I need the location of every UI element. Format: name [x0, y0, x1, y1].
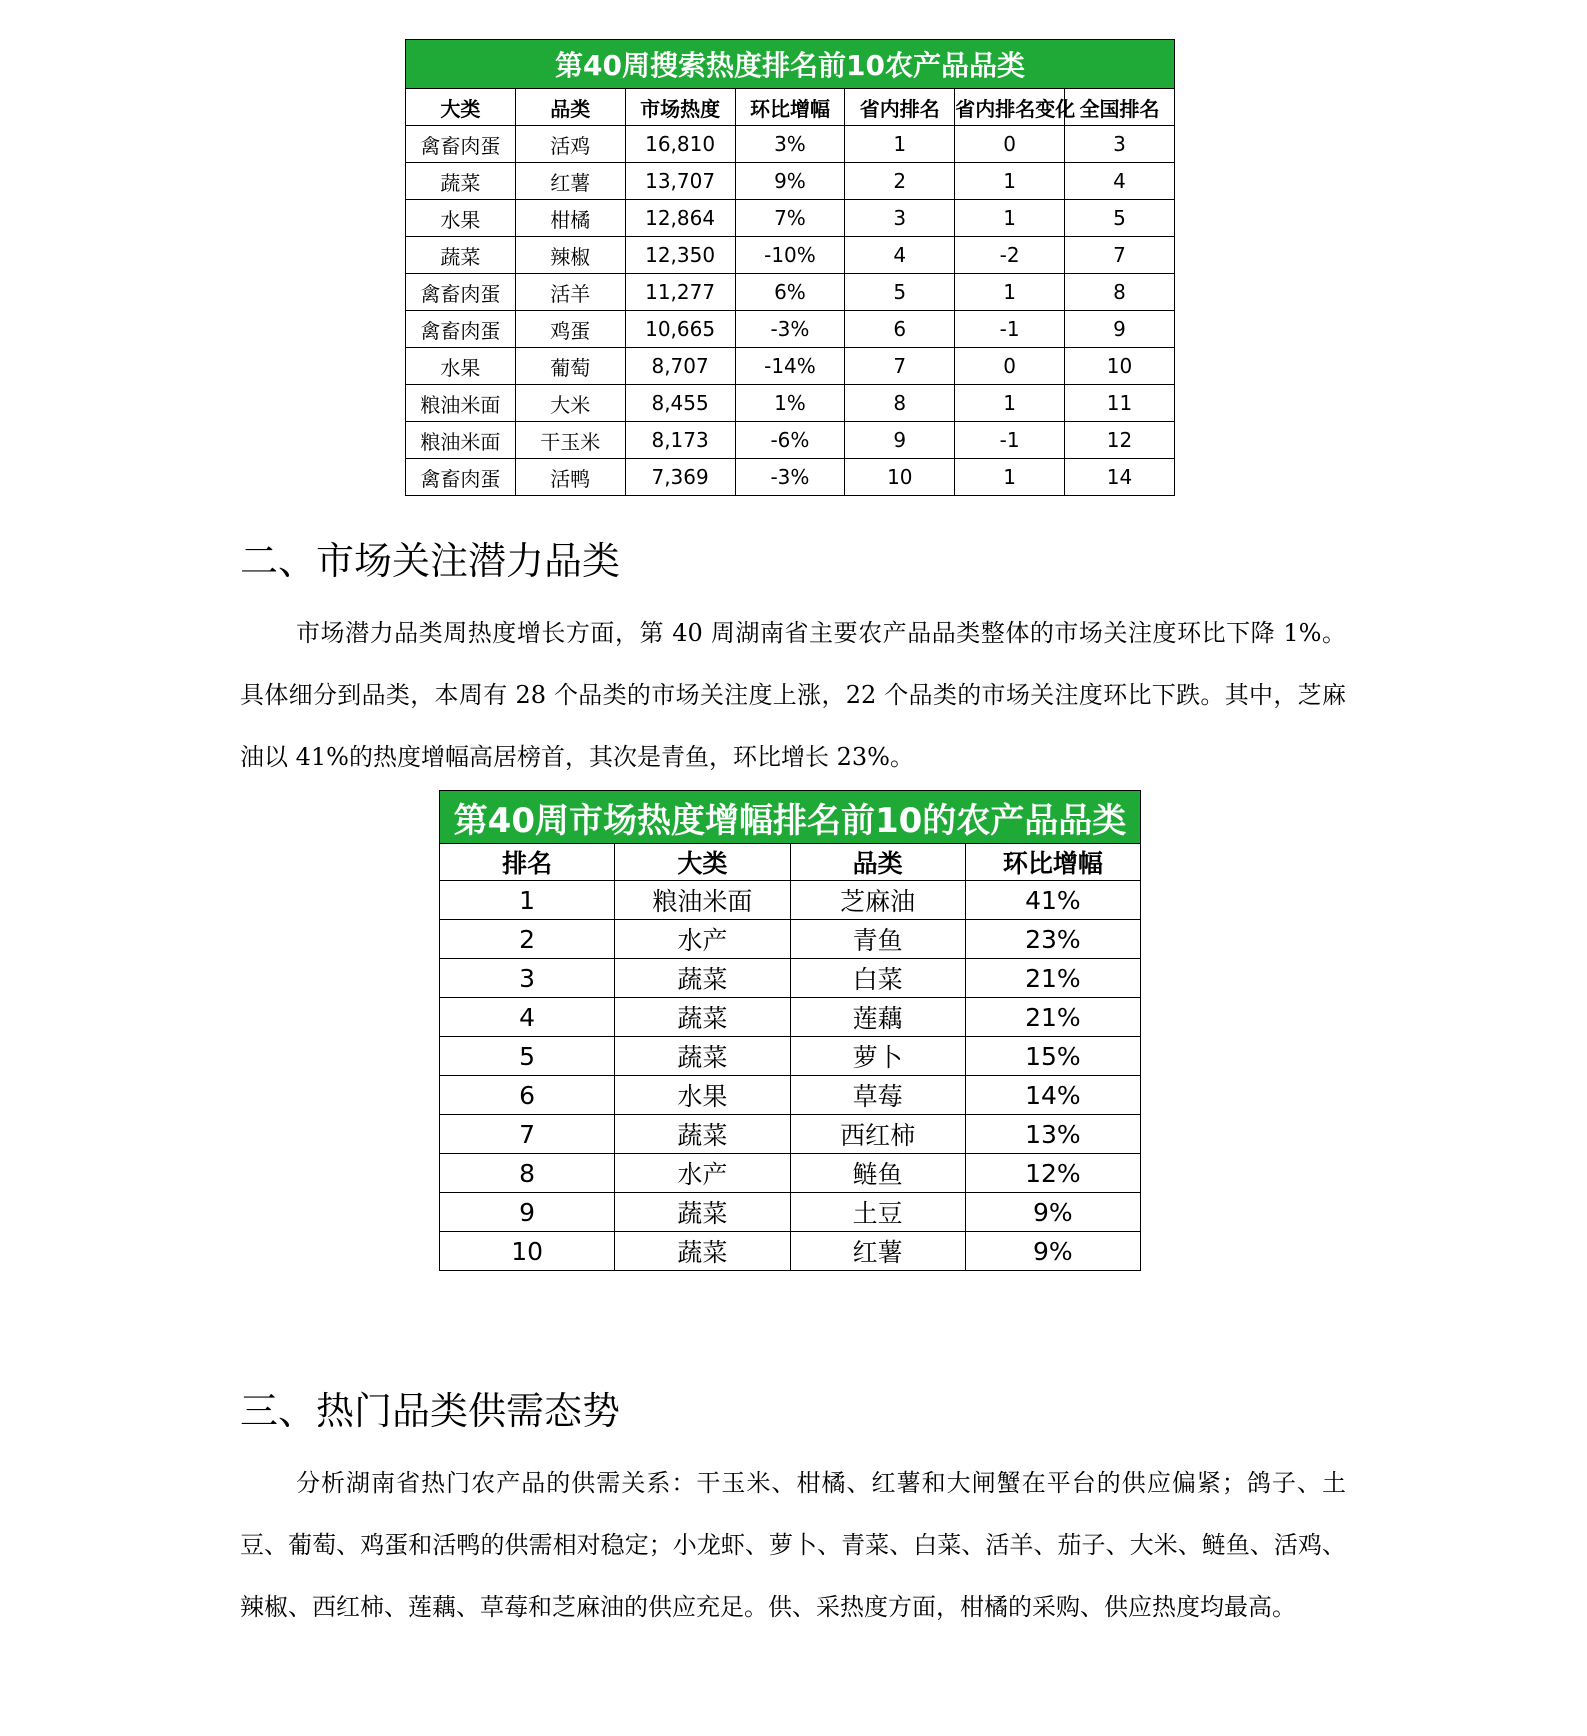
- table-cell: 8: [1065, 274, 1175, 311]
- table-cell: -1: [955, 311, 1065, 348]
- table-cell: 2: [845, 163, 955, 200]
- table-cell: 2: [440, 920, 615, 959]
- table-row: [440, 920, 1141, 959]
- table-cell: 14: [1065, 459, 1175, 496]
- table-cell: 11,277: [625, 274, 735, 311]
- table-cell: 13,707: [625, 163, 735, 200]
- table-cell: 7,369: [625, 459, 735, 496]
- table-cell: 蔬菜: [615, 1115, 790, 1154]
- table-cell: 1%: [735, 385, 845, 422]
- table-row: [406, 126, 1175, 163]
- column-header: 品类: [515, 89, 625, 126]
- table-cell: 6: [845, 311, 955, 348]
- table-cell: 4: [440, 998, 615, 1037]
- section-heading: 三、热门品类供需态势: [240, 1389, 621, 1433]
- table-title: 第40周搜索热度排名前10农产品品类: [406, 40, 1175, 89]
- table-cell: 1: [955, 163, 1065, 200]
- table-cell: 3: [440, 959, 615, 998]
- table-cell: 14%: [965, 1076, 1140, 1115]
- column-header: 市场热度: [625, 89, 735, 126]
- table-cell: 1: [955, 459, 1065, 496]
- table-cell: 蔬菜: [615, 998, 790, 1037]
- table-row: [406, 459, 1175, 496]
- table-cell: 粮油米面: [406, 422, 516, 459]
- table-cell: 5: [1065, 200, 1175, 237]
- table-row: [440, 1115, 1141, 1154]
- table-cell: 3: [845, 200, 955, 237]
- table-row: [440, 1037, 1141, 1076]
- column-header: 省内排名变化: [955, 89, 1065, 126]
- table-row: [406, 200, 1175, 237]
- table-cell: 9%: [965, 1193, 1140, 1232]
- table-cell: 4: [1065, 163, 1175, 200]
- table-cell: 柑橘: [515, 200, 625, 237]
- table-cell: 21%: [965, 998, 1140, 1037]
- column-header: 环比增幅: [965, 844, 1140, 881]
- table-cell: 10,665: [625, 311, 735, 348]
- table-cell: -2: [955, 237, 1065, 274]
- table-cell: 7: [1065, 237, 1175, 274]
- table-cell: 10: [440, 1232, 615, 1271]
- table-cell: 水产: [615, 1154, 790, 1193]
- table-row: [440, 998, 1141, 1037]
- table-cell: 活鸡: [515, 126, 625, 163]
- table-cell: 1: [955, 274, 1065, 311]
- table-cell: 禽畜肉蛋: [406, 126, 516, 163]
- table-cell: 水果: [406, 200, 516, 237]
- table-cell: 0: [955, 348, 1065, 385]
- table-header-row: [406, 89, 1175, 126]
- table-cell: 9%: [965, 1232, 1140, 1271]
- table-cell: 1: [955, 200, 1065, 237]
- column-header: 省内排名: [845, 89, 955, 126]
- table-cell: 10: [845, 459, 955, 496]
- table-cell: 蔬菜: [615, 959, 790, 998]
- table-cell: 干玉米: [515, 422, 625, 459]
- table-cell: 禽畜肉蛋: [406, 274, 516, 311]
- table-row: [406, 422, 1175, 459]
- table-cell: -3%: [735, 311, 845, 348]
- table-cell: 禽畜肉蛋: [406, 311, 516, 348]
- table-cell: 1: [955, 385, 1065, 422]
- table-cell: 白菜: [790, 959, 965, 998]
- table-cell: 12: [1065, 422, 1175, 459]
- table-cell: 水果: [615, 1076, 790, 1115]
- search-heat-top10-table: [405, 39, 1175, 496]
- table-row: [406, 274, 1175, 311]
- table-cell: -3%: [735, 459, 845, 496]
- table-cell: 10: [1065, 348, 1175, 385]
- table-row: [440, 959, 1141, 998]
- heat-growth-top10-table: [439, 790, 1141, 1271]
- table-cell: 葡萄: [515, 348, 625, 385]
- table-cell: 8,707: [625, 348, 735, 385]
- table-cell: 41%: [965, 881, 1140, 920]
- table-row: [440, 1193, 1141, 1232]
- table-cell: 9: [845, 422, 955, 459]
- table-cell: 8,455: [625, 385, 735, 422]
- table-cell: 芝麻油: [790, 881, 965, 920]
- table-cell: 7: [845, 348, 955, 385]
- table-cell: 西红柿: [790, 1115, 965, 1154]
- table-cell: 青鱼: [790, 920, 965, 959]
- column-header: 排名: [440, 844, 615, 881]
- table-cell: 粮油米面: [406, 385, 516, 422]
- table-cell: 11: [1065, 385, 1175, 422]
- table-cell: 1: [845, 126, 955, 163]
- table-cell: 13%: [965, 1115, 1140, 1154]
- table-row: [440, 1154, 1141, 1193]
- table-cell: 蔬菜: [615, 1232, 790, 1271]
- table-cell: 草莓: [790, 1076, 965, 1115]
- table-row: [406, 348, 1175, 385]
- table-cell: 21%: [965, 959, 1140, 998]
- table-cell: 8,173: [625, 422, 735, 459]
- section-paragraph: 市场潜力品类周热度增长方面，第 40 周湖南省主要农产品品类整体的市场关注度环比下降 1%。具体细分到品类，本周有 28 个品类的市场关注度上涨，22 个品类的市场关注度环比下跌。其中，芝麻油以 41%的热度增幅高居榜首，其次是青鱼，环比增长 23%。: [240, 619, 1346, 771]
- table-cell: 5: [440, 1037, 615, 1076]
- table-cell: 23%: [965, 920, 1140, 959]
- table-cell: 粮油米面: [615, 881, 790, 920]
- table-cell: 水果: [406, 348, 516, 385]
- table-row: [406, 311, 1175, 348]
- table-cell: 活鸭: [515, 459, 625, 496]
- table-cell: 4: [845, 237, 955, 274]
- column-header: 大类: [615, 844, 790, 881]
- table-cell: 12,864: [625, 200, 735, 237]
- table-title: 第40周市场热度增幅排名前10的农产品品类: [440, 791, 1141, 844]
- table-cell: 3%: [735, 126, 845, 163]
- table-cell: 7: [440, 1115, 615, 1154]
- table-cell: 9%: [735, 163, 845, 200]
- section-heading: 二、市场关注潜力品类: [240, 539, 621, 583]
- table-cell: 16,810: [625, 126, 735, 163]
- table-row: [406, 163, 1175, 200]
- table-row: [440, 1232, 1141, 1271]
- table-row: [406, 237, 1175, 274]
- table-cell: 12%: [965, 1154, 1140, 1193]
- column-header: 大类: [406, 89, 516, 126]
- table-row: [440, 1076, 1141, 1115]
- table-cell: -10%: [735, 237, 845, 274]
- table-cell: 禽畜肉蛋: [406, 459, 516, 496]
- table-cell: 萝卜: [790, 1037, 965, 1076]
- table-cell: 5: [845, 274, 955, 311]
- column-header: 品类: [790, 844, 965, 881]
- table-cell: 蔬菜: [406, 237, 516, 274]
- table-cell: 水产: [615, 920, 790, 959]
- table-cell: -14%: [735, 348, 845, 385]
- table-cell: 红薯: [790, 1232, 965, 1271]
- table-cell: 蔬菜: [406, 163, 516, 200]
- section-paragraph: 分析湖南省热门农产品的供需关系：干玉米、柑橘、红薯和大闸蟹在平台的供应偏紧；鸽子、土豆、葡萄、鸡蛋和活鸭的供需相对稳定；小龙虾、萝卜、青菜、白菜、活羊、茄子、大米、鲢鱼、活鸡、辣椒、西红柿、莲藕、草莓和芝麻油的供应充足。供、采热度方面，柑橘的采购、供应热度均最高。: [240, 1469, 1346, 1621]
- table-cell: 3: [1065, 126, 1175, 163]
- table-cell: 6: [440, 1076, 615, 1115]
- table-cell: 1: [440, 881, 615, 920]
- column-header: 环比增幅: [735, 89, 845, 126]
- table-cell: 辣椒: [515, 237, 625, 274]
- table-cell: 鸡蛋: [515, 311, 625, 348]
- table-cell: 大米: [515, 385, 625, 422]
- table-cell: 9: [1065, 311, 1175, 348]
- table-cell: 土豆: [790, 1193, 965, 1232]
- table-header-row: [440, 844, 1141, 881]
- table-cell: 8: [845, 385, 955, 422]
- table-cell: 蔬菜: [615, 1193, 790, 1232]
- table-cell: -6%: [735, 422, 845, 459]
- table-cell: 7%: [735, 200, 845, 237]
- table-cell: 鲢鱼: [790, 1154, 965, 1193]
- table-cell: -1: [955, 422, 1065, 459]
- table-cell: 8: [440, 1154, 615, 1193]
- table-cell: 莲藕: [790, 998, 965, 1037]
- table-cell: 红薯: [515, 163, 625, 200]
- table-cell: 蔬菜: [615, 1037, 790, 1076]
- table-row: [406, 385, 1175, 422]
- table-cell: 0: [955, 126, 1065, 163]
- table-cell: 15%: [965, 1037, 1140, 1076]
- table-cell: 9: [440, 1193, 615, 1232]
- table-cell: 12,350: [625, 237, 735, 274]
- table-cell: 6%: [735, 274, 845, 311]
- table-row: [440, 881, 1141, 920]
- table-cell: 活羊: [515, 274, 625, 311]
- column-header: 全国排名: [1065, 89, 1175, 126]
